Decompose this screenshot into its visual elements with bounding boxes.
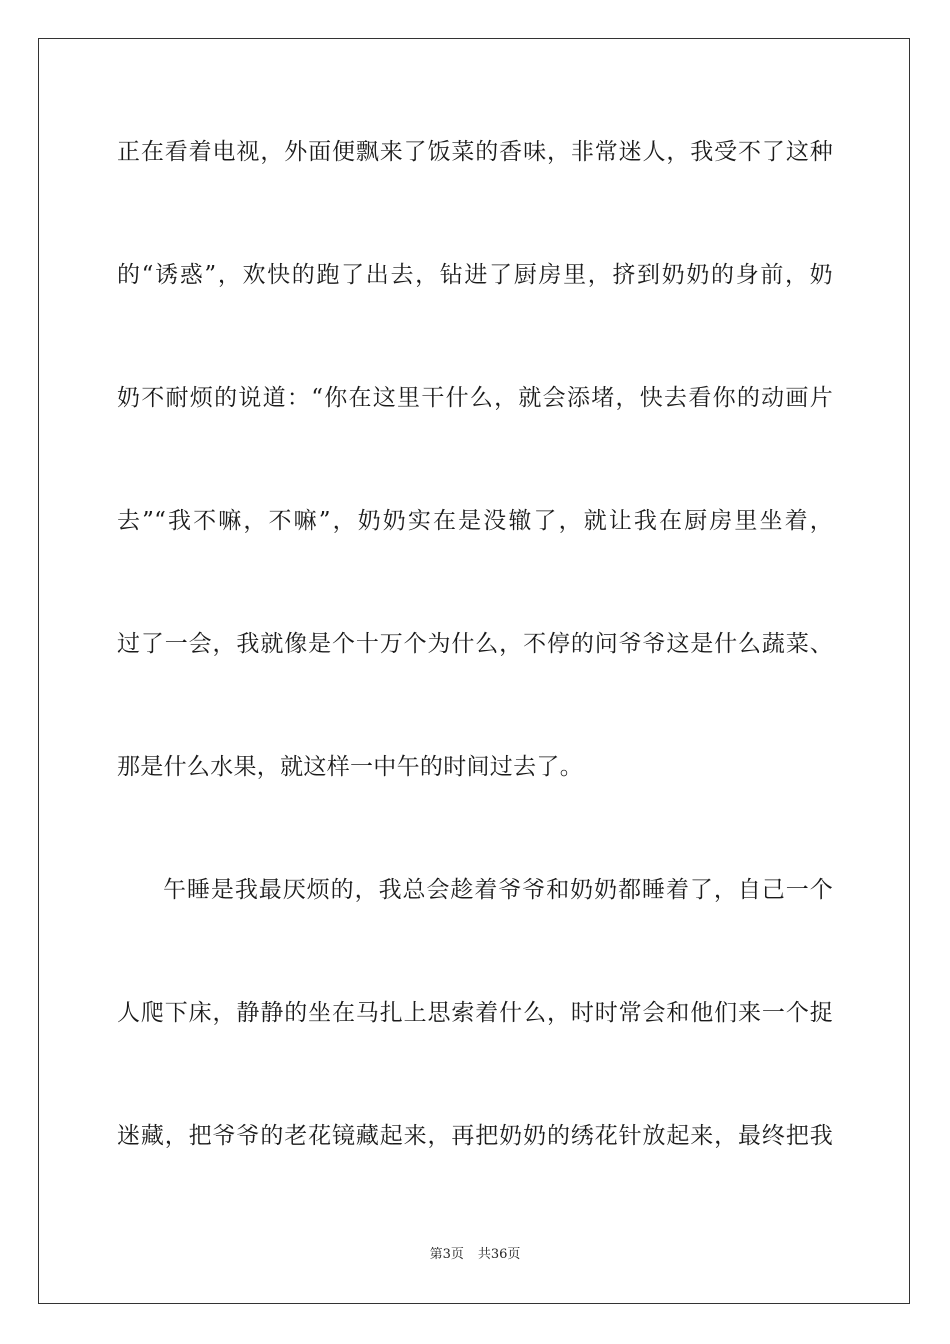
text-line: 的“诱惑”，欢快的跑了出去，钻进了厨房里，挤到奶奶的身前，奶 bbox=[117, 262, 833, 288]
page-number: 第3页 bbox=[429, 1247, 464, 1262]
page-footer bbox=[0, 1246, 950, 1264]
text-line: 奶不耐烦的说道：“你在这里干什么，就会添堵，快去看你的动画片 bbox=[117, 385, 833, 411]
text-line: 过了一会，我就像是个十万个为什么，不停的问爷爷这是什么蔬菜、 bbox=[117, 631, 833, 657]
text-line: 去”“我不嘛，不嘛”，奶奶实在是没辙了，就让我在厨房里坐着， bbox=[117, 508, 833, 534]
text-line: 人爬下床，静静的坐在马扎上思索着什么，时时常会和他们来一个捉 bbox=[117, 1000, 833, 1026]
page-total: 共36页 bbox=[477, 1247, 521, 1262]
text-line: 正在看着电视，外面便飘来了饭菜的香味，非常迷人，我受不了这种 bbox=[117, 139, 833, 165]
page-border bbox=[38, 38, 910, 1304]
text-line: 迷藏，把爷爷的老花镜藏起来，再把奶奶的绣花针放起来，最终把我 bbox=[117, 1123, 833, 1149]
text-line: 那是什么水果，就这样一中午的时间过去了。 bbox=[117, 754, 583, 780]
paragraph-first-line: 午睡是我最厌烦的，我总会趁着爷爷和奶奶都睡着了，自己一个 bbox=[163, 877, 833, 903]
